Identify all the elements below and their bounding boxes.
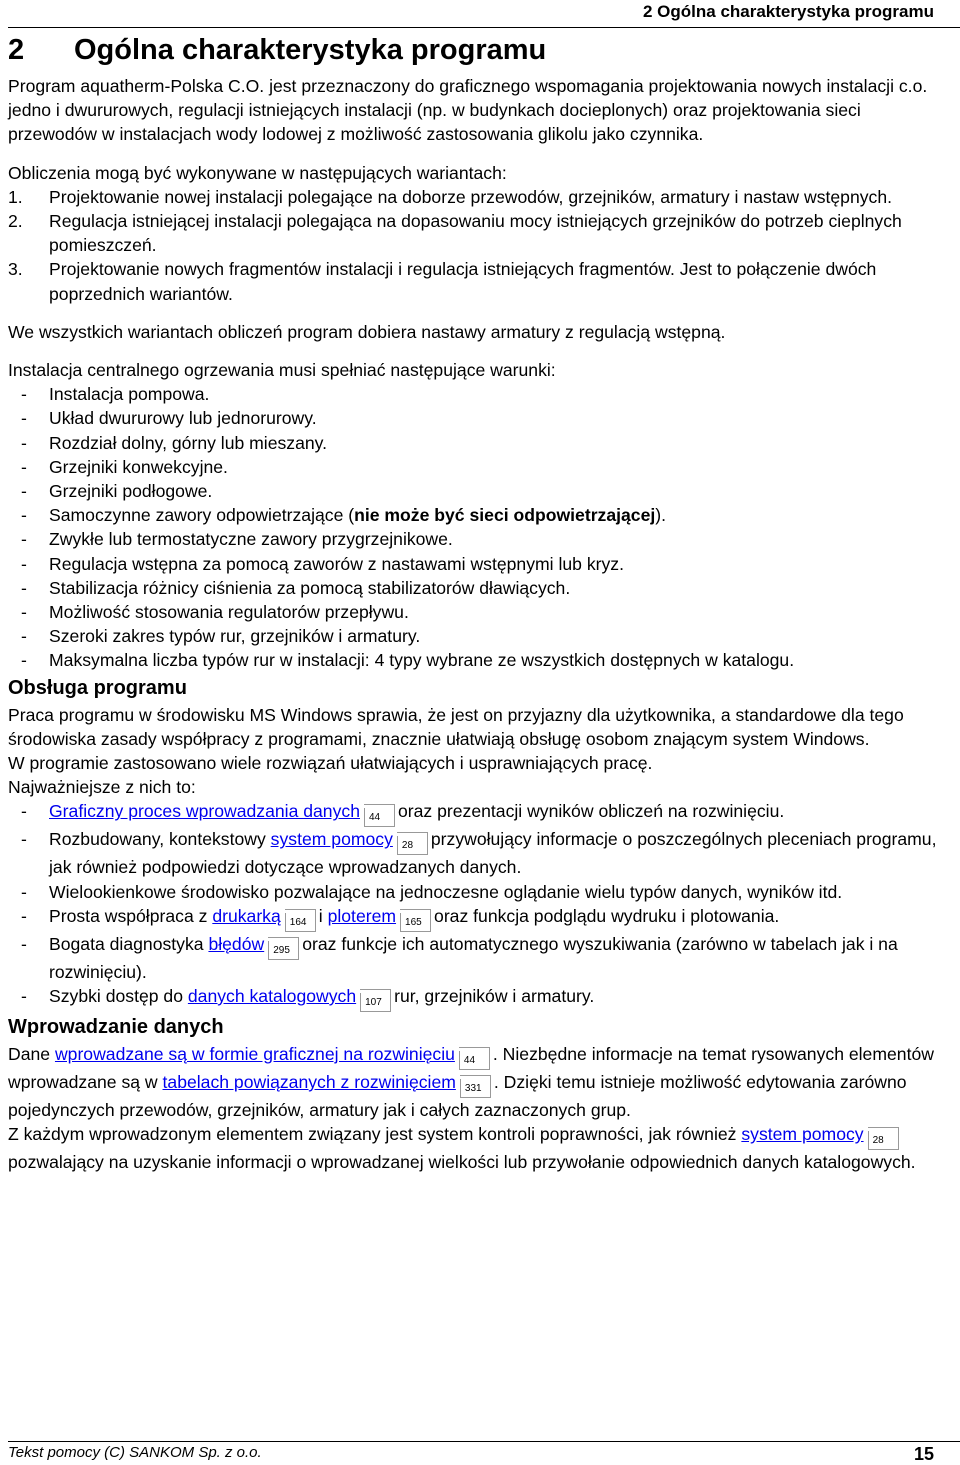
list-item-text: Regulacja istniejącej instalacji polegająca na dopasowaniu mocy istniejących grzejników do potrzeb cieplnych pomieszczeń.: [49, 211, 902, 256]
page-ref-icon[interactable]: 28: [397, 836, 428, 855]
dash-bullet: -: [21, 553, 27, 574]
usage-paragraph-3: Najważniejsze z nich to:: [8, 777, 196, 798]
variants-list: [8, 185, 952, 306]
list-item: [8, 984, 952, 1012]
list-item-text: Regulacja wstępna za pomocą zaworów z nastawami wstępnymi lub kryz.: [49, 553, 624, 574]
input-text: Z każdym wprowadzonym elementem związany jest system kontroli poprawności, jak również: [8, 1124, 737, 1145]
link-help-system[interactable]: system pomocy: [270, 829, 393, 850]
page-ref-icon[interactable]: 44: [364, 808, 395, 827]
running-header: 2 Ogólna charakterystyka programu: [642, 2, 934, 21]
input-paragraph-2: [8, 1122, 952, 1174]
list-item-text: [49, 505, 666, 525]
feature-text: rur, grzejników i armatury.: [394, 986, 595, 1007]
list-item-text: Grzejniki podłogowe.: [49, 481, 213, 502]
list-item-text: Projektowanie nowych fragmentów instalacji i regulacja istniejących fragmentów. Jest to połączenie dwóch poprzednich wariantów.: [49, 259, 877, 304]
input-text: . Dzięki temu istnieje możliwość edytowania zarówno pojedynczych przewodów, grzejników, armatury jak i całych zaznaczonych grup.: [8, 1072, 907, 1121]
header-rule: [8, 27, 960, 28]
features-list: [8, 799, 952, 1012]
page-ref-icon[interactable]: 28: [868, 1131, 899, 1150]
chapter-heading: [8, 30, 952, 74]
link-errors[interactable]: błędów: [208, 933, 265, 954]
list-item: [8, 455, 952, 479]
list-item: [8, 479, 952, 503]
list-number: 2.: [8, 211, 23, 232]
link-plotter[interactable]: ploterem: [327, 905, 397, 926]
link-graphical-input-2[interactable]: wprowadzane są w formie graficznej na rozwinięciu: [54, 1044, 455, 1065]
input-text: . Niezbędne informacje na temat rysowanych elementów wprowadzane są w: [8, 1044, 934, 1093]
chapter-number: 2: [8, 34, 25, 66]
feature-text: Wielookienkowe środowisko pozwalające na jednoczesne oglądanie wielu typów danych, wyników itd.: [49, 881, 843, 902]
page-ref-icon[interactable]: 165: [400, 913, 431, 932]
footer-copyright: Tekst pomocy (C) SANKOM Sp. z o.o.: [8, 1444, 262, 1461]
feature-text: Szybki dostęp do: [49, 986, 183, 1007]
dash-bullet: -: [21, 650, 27, 671]
page-content: [8, 30, 952, 1175]
list-number: 3.: [8, 259, 23, 280]
intro-paragraph: Program aquatherm-Polska C.O. jest przeznaczony do graficznego wspomagania projektowania nowych instalacji c.o. jedno i dwururowych, regulacji istniejących instalacji (np. w budynkach docieplonych) oraz projektowania sieci przewodów w instalacjach wody lodowej z możliwość zastosowania glikolu jako czynnika.: [8, 76, 928, 145]
link-linked-tables[interactable]: tabelach powiązanych z rozwinięciem: [162, 1072, 456, 1093]
link-help-system-2[interactable]: system pomocy: [741, 1124, 864, 1145]
list-item: [8, 382, 952, 406]
feature-text: Rozbudowany, kontekstowy: [49, 829, 266, 850]
page-number: 15: [913, 1444, 934, 1464]
feature-text: Bogata diagnostyka: [49, 933, 204, 954]
dash-bullet: -: [21, 602, 27, 623]
dash-bullet: -: [21, 905, 27, 926]
list-item: [8, 431, 952, 455]
list-item: [8, 503, 952, 527]
section-heading-usage: Obsługa programu: [8, 676, 187, 699]
list-item-text: Rozdział dolny, górny lub mieszany.: [49, 432, 328, 453]
list-item: [8, 185, 952, 209]
list-item-text: Projektowanie nowej instalacji polegające na doborze przewodów, grzejników, armatury i nastaw wstępnych.: [49, 186, 892, 207]
page-ref-icon[interactable]: 295: [268, 941, 299, 960]
list-item-text: Maksymalna liczba typów rur w instalacji: 4 typy wybrane ze wszystkich dostępnych w katalogu.: [49, 650, 795, 671]
list-item: [8, 209, 952, 257]
list-item-text: Szeroki zakres typów rur, grzejników i armatury.: [49, 626, 421, 647]
vents-text-after: ).: [655, 505, 667, 526]
list-item: [8, 552, 952, 576]
variants-summary: We wszystkich wariantach obliczeń program dobiera nastawy armatury z regulacją wstępną.: [8, 321, 726, 342]
footer-rule: [8, 1441, 960, 1442]
feature-text: przywołujący informacje o poszczególnych pleceniach programu, jak również podpowiedzi dotyczące wprowadzanych danych.: [49, 829, 937, 878]
page-ref-icon[interactable]: 44: [459, 1051, 490, 1070]
feature-text: oraz funkcja podglądu wydruku i plotowania.: [434, 905, 780, 926]
list-item-text: Instalacja pompowa.: [49, 384, 210, 405]
list-item: [8, 904, 952, 932]
usage-paragraph-2: W programie zastosowano wiele rozwiązań ułatwiających i usprawniających pracę.: [8, 753, 653, 774]
link-graphical-input[interactable]: Graficzny proces wprowadzania danych: [49, 801, 360, 822]
vents-bold-text: nie może być sieci odpowietrzającej: [354, 505, 656, 526]
chapter-title: Ogólna charakterystyka programu: [74, 34, 547, 66]
dash-bullet: -: [21, 933, 27, 954]
list-item-text: Układ dwururowy lub jednorurowy.: [49, 408, 317, 429]
dash-bullet: -: [21, 881, 27, 902]
page-ref-icon[interactable]: 331: [460, 1079, 491, 1098]
list-item-text: Możliwość stosowania regulatorów przepływu.: [49, 602, 409, 623]
dash-bullet: -: [21, 829, 27, 850]
feature-text: Prosta współpraca z: [49, 905, 208, 926]
dash-bullet: -: [21, 384, 27, 405]
list-item: [8, 406, 952, 430]
dash-bullet: -: [21, 456, 27, 477]
list-item-text: Zwykłe lub termostatyczne zawory przygrzejnikowe.: [49, 529, 453, 550]
dash-bullet: -: [21, 408, 27, 429]
dash-bullet: -: [21, 505, 27, 526]
list-item: [8, 648, 952, 672]
input-text: Dane: [8, 1044, 51, 1065]
list-item: [8, 827, 952, 879]
dash-bullet: -: [21, 801, 27, 822]
link-catalog-data[interactable]: danych katalogowych: [187, 986, 357, 1007]
page-ref-icon[interactable]: 107: [360, 993, 391, 1012]
feature-text: i: [318, 905, 323, 926]
vents-text-before: Samoczynne zawory odpowietrzające (: [49, 505, 355, 526]
dash-bullet: -: [21, 577, 27, 598]
conditions-list: [8, 382, 952, 672]
list-item-text: Grzejniki konwekcyjne.: [49, 456, 228, 477]
variants-lead: Obliczenia mogą być wykonywane w następujących wariantach:: [8, 162, 507, 183]
list-item: [8, 932, 952, 984]
list-item: [8, 257, 952, 305]
feature-text: oraz funkcje ich automatycznego wyszukiwania (zarówno w tabelach jak i na rozwinięciu).: [49, 933, 898, 982]
usage-paragraph-1: Praca programu w środowisku MS Windows sprawia, że jest on przyjazny dla użytkownika, a standardowe dla tego środowiska zasady współpracy z programami, znacznie ułatwiają obsługę osobom znającym system Windows.: [8, 704, 904, 749]
list-number: 1.: [8, 186, 23, 207]
list-item: [8, 600, 952, 624]
list-item-text: Stabilizacja różnicy ciśnienia za pomocą stabilizatorów dławiących.: [49, 577, 571, 598]
input-paragraph-1: [8, 1042, 952, 1122]
dash-bullet: -: [21, 626, 27, 647]
list-item: [8, 624, 952, 648]
list-item: [8, 527, 952, 551]
section-heading-input: Wprowadzanie danych: [8, 1016, 224, 1039]
link-printer[interactable]: drukarką: [212, 905, 281, 926]
list-item: [8, 799, 952, 827]
dash-bullet: -: [21, 432, 27, 453]
dash-bullet: -: [21, 481, 27, 502]
conditions-lead: Instalacja centralnego ogrzewania musi spełniać następujące warunki:: [8, 360, 556, 381]
list-item: [8, 880, 952, 904]
dash-bullet: -: [21, 986, 27, 1007]
dash-bullet: -: [21, 529, 27, 550]
list-item: [8, 576, 952, 600]
page-ref-icon[interactable]: 164: [285, 913, 316, 932]
input-text: pozwalający na uzyskanie informacji o wprowadzanej wielkości lub przywołanie odpowiednich danych katalogowych.: [8, 1152, 916, 1173]
feature-text: oraz prezentacji wyników obliczeń na rozwinięciu.: [397, 801, 785, 822]
